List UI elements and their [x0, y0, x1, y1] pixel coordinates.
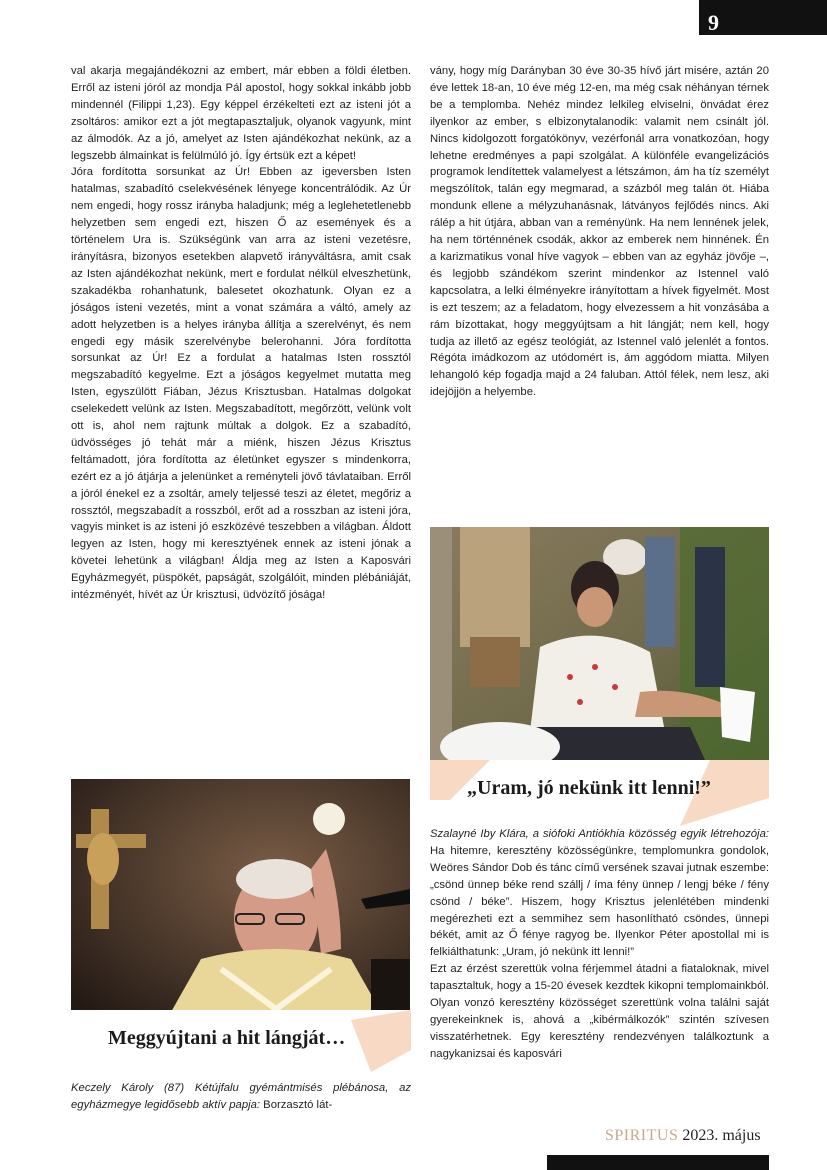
left-lower-text: [71, 1080, 411, 1114]
speaker-lead: Keczely Károly (87) Kétújfalu gyémántmisés plébánosa, az egyházmegye legidősebb aktív papja:: [71, 1082, 411, 1111]
paragraph: vány, hogy míg Darányban 30 éve 30-35 hívő járt misére, aztán 20 éve lettek 18-an, 10 éve még 12-en, ma még csak néhányan térnek be a templomba. Nehéz mindez lelkileg elviselni, önvádat érez ilyenkor az ember, s elbizonytalanodik: valamit nem csinált jól. Nincs kidolgozott forgatókönyv, vezérfonál arra vonatkozóan, hogy lehetne eredményes a papi szolgálat. A különféle evangelizációs programok lendítettek valamelyest a létszámon, ám ha tíz személyt megszólítok, talán egy megmarad, a százból meg talán öt. Hiába mondunk ellene a mélyzuhanásnak, látványos fejlődés nincs. Aki rálép a hit útjára, abban van a reményünk. Ha nem lennének jelek, ha nem történnének csodák, akkor az emberek nem hinnének. Én a karizmatikus vonal híve vagyok – ebben van az egyház jövője –, és legjobb szándékom szerint mindenkor az Istennel való kapcsolatra, a lelki élményekre irányítottam a hívek figyelmét. Most is ezt teszem; az a feladatom, hogy elvezessem a hit vonzásába a rám bízottakat, hogy meggyújtsam a hit lángját; nem kell, hogy tudja az illető az egész teológiát, az Istennel való jelenlét a fontos. Régóta imádkozom az utódomért is, ám aggódom miatta. Milyen lehangoló kép fogadja majd a 24 faluban. Attól félek, nem lesz, aki idejöjjön a helyembe.: [430, 65, 769, 399]
footer-brand: SPIRITUS: [605, 1127, 679, 1144]
group-photo: [430, 527, 769, 760]
headline-left: Meggyújtani a hit lángját…: [108, 1027, 346, 1049]
group-photo-image: [430, 527, 769, 760]
footer: [605, 1127, 761, 1145]
left-column: [71, 63, 411, 604]
paragraph: Ezt az érzést szerettük volna férjemmel átadni a fiataloknak, mivel tapasztaltuk, hogy a 15-20 évesek kezdtek kikopni templomainkból. Olyan vonzó keresztény közösséget szerettünk volna találni saját gyerekeinknek is, ahová a „kibérmálkozók” szintén szívesen visszatérhetnek. Egy keresztény rendezvényen találkoztunk a nagykanizsai és kaposvári: [430, 963, 769, 1060]
priest-photo-image: [71, 779, 410, 1012]
paragraph: val akarja megajándékozni az embert, már ebben a földi életben. Erről az isteni jóról az mondja Pál apostol, hogy sokkal inkább jobb mindennél (Filippi 1,23). Egy képpel érzékelteti ezt az isteni jót a zsoltáros: amikor ezt a jót megtapasztaljuk, olyanok vagyunk, mint az álmodók. Az a jó, amelyet az Isten ajándékozhat nekünk, az a legszebb álmainkat is felülmúló jó. Így értsük ezt a képet!: [71, 65, 411, 162]
paragraph-text: Ha hitemre, keresztény közösségünkre, templomunkra gondolok, Weöres Sándor Dob és tánc című versének szavai jutnak eszembe: „csönd ünnep béke rend szállj / íma fény ünnep / lengj béke / fény csönd / béke”. Hiszem, hogy Krisztus jelenlétében mindenki megérezheti ezt a semmihez sem hasonlítható csöndes, ünnepi békét, amit az Ő fénye ragyog be. Ilyenkor Péter apostollal mi is felkiálthatunk: „Uram, jó nekünk itt lenni!”: [430, 844, 769, 959]
priest-photo: [71, 779, 410, 1012]
speaker-lead: Szalayné Iby Klára, a siófoki Antiókhia közösség egyik létrehozója:: [430, 828, 769, 840]
paragraph-text: Borzasztó lát-: [260, 1098, 333, 1111]
paragraph: [71, 1080, 411, 1114]
headline-right: „Uram, jó nekünk itt lenni!”: [467, 777, 711, 799]
page-number: 9: [708, 10, 719, 35]
host-wafer: [313, 803, 345, 835]
right-lower-text: [430, 826, 769, 1063]
right-column: [430, 63, 769, 401]
footer-bar: [547, 1155, 769, 1170]
paragraph: Jóra fordította sorsunkat az Úr! Ebben az igeversben Isten hatalmas, szabadító cselekvésének lényege koncentrálódik. Az Úr nem engedi, hogy rossz irányba haladjunk; még a leglehetetlenebb helyzetben sem engedi ezt, hiszen Ő az események és a történelem Ura is. Szükségünk van arra az isteni vezetésre, irányításra, bizonyos esetekben alapvető irányváltásra, amit csak az Isten ajándékozhat nekünk, mert e fordulat nélkül elveszhetünk, szakadékba rohanhatunk, balesetet okozhatunk. Olyan ez a jóságos isteni vezetés, mint a vonat számára a váltó, amely az adott helyzetben is a helyes irányba állítja a szerelvényt, és nem engedi egy másik szerelvénybe belerohanni. Jóra fordította sorsunkat az Úr! Ez a fordulat a hatalmas Isten rossztól megszabadító kegyelme. Ezt a jóságos kegyelmet mutatta meg Isten, egyszülött Fiában, Jézus Krisztusban. Hatalmas dolgokat cselekedett velünk az Isten. Megszabadított, megőrzött, velünk volt ott is, ahol nem rajtunk múltak a dolgok. Ez a szabadító, üdvösséges jó tehát már a miénk, hiszen Jézus Krisztus feltámadott, jóra fordította az életünket egyszer s mindenkorra, ezért ez a jó átjárja a jelenünket a reményteli jövő távlataiban. Erről a jóról énekel ez a zsoltár, amely teljessé teszi az életet, megőriz a rossztól, megszabadít a rosszból, erőt ad a rosszban az isteni jóra, vagyis minket is az isteni jó eszközévé teszebben a világban. Áldott legyen az Isten, hogy mi keresztyének ennek az isteni jónak a követei lehetünk a világban! Áldja meg az Isten a Kaposvári Egyházmegyét, püspökét, papságát, szolgálóit, minden plébániáját, intézményét, hívét az Úr krisztusi, üdvözítő jósága!: [71, 166, 411, 602]
paragraph: [430, 826, 769, 961]
footer-issue: 2023. május: [678, 1127, 761, 1144]
